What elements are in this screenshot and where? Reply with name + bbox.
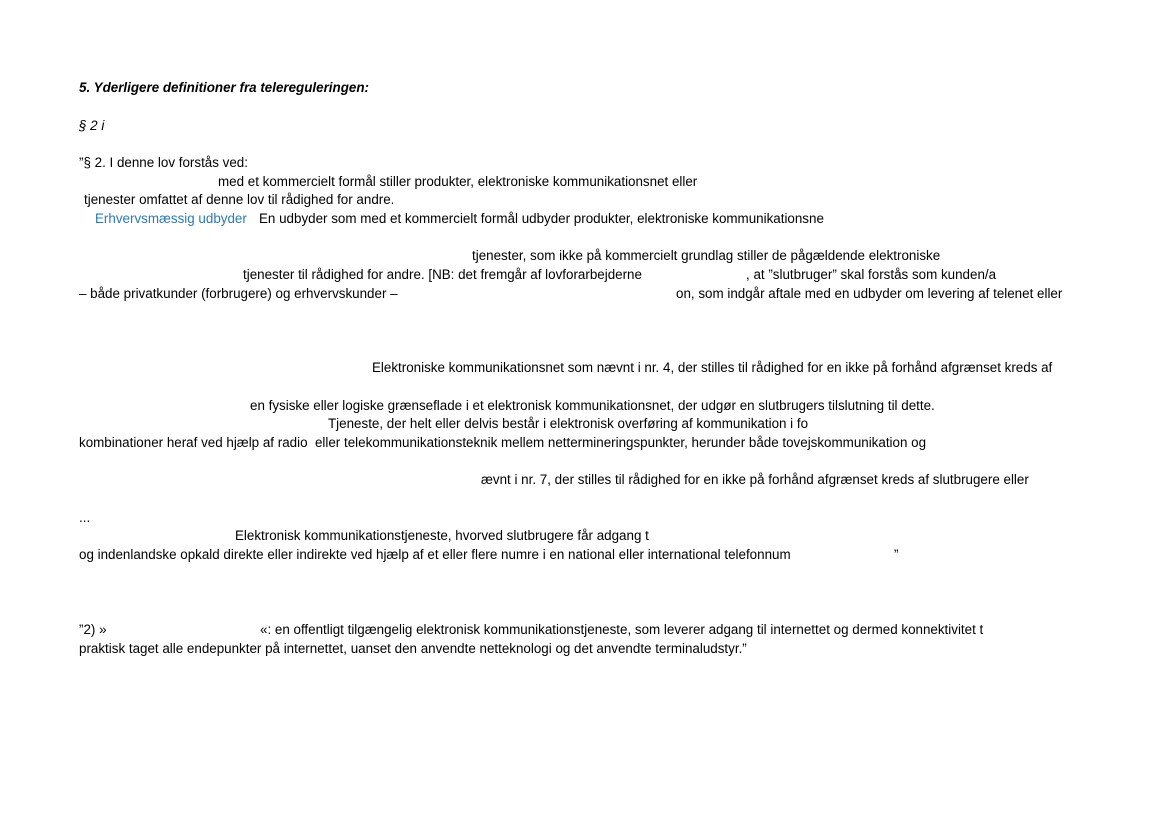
section-heading: 5. Yderligere definitioner fra telereguleringen:: [79, 80, 369, 95]
text-line: on, som indgår aftale med en udbyder om levering af telenet eller: [676, 286, 1063, 301]
text-line: Elektroniske kommunikationsnet som nævnt i nr. 4, der stilles til rådighed for en ikke på forhånd afgrænset kreds af: [372, 360, 1053, 375]
text-line: «: en offentligt tilgængelig elektronisk kommunikationstjeneste, som leverer adgang til internettet og dermed konnektivitet t: [260, 622, 984, 637]
text-line: En udbyder som med et kommercielt formål udbyder produkter, elektroniske kommunikationsne: [259, 211, 824, 226]
closing-quote: ”: [894, 547, 899, 562]
text-line: ”§ 2. I denne lov forstås ved:: [79, 155, 248, 170]
text-line: , at ”slutbruger” skal forstås som kunden/a: [746, 267, 997, 282]
text-line: ævnt i nr. 7, der stilles til rådighed for en ikke på forhånd afgrænset kreds af slutbrugere eller: [481, 472, 1029, 487]
text-line: tjenester omfattet af denne lov til rådighed for andre.: [84, 192, 395, 207]
text-line: – både privatkunder (forbrugere) og erhvervskunder –: [79, 286, 398, 301]
ellipsis: ...: [79, 510, 91, 525]
text-line: og indenlandske opkald direkte eller indirekte ved hjælp af et eller flere numre i en national eller international telefonnum: [79, 547, 791, 562]
defined-term: Erhvervsmæssig udbyder: [95, 211, 247, 226]
text-line: Tjeneste, der helt eller delvis består i elektronisk overføring af kommunikation i fo: [328, 416, 809, 431]
text-line: tjenester, som ikke på kommercielt grundlag stiller de pågældende elektroniske: [472, 248, 941, 263]
text-line: kombinationer heraf ved hjælp af radio eller telekommunikationsteknik mellem nettermineringspunkter, herunder både tovejskommunikation og: [79, 435, 927, 450]
text-line: en fysiske eller logiske grænseflade i et elektronisk kommunikationsnet, der udgør en slutbrugers tilslutning til dette.: [250, 398, 935, 413]
text-line: ”2) »: [79, 622, 107, 637]
text-line: praktisk taget alle endepunkter på internettet, uanset den anvendte netteknologi og det anvendte terminaludstyr.”: [79, 641, 747, 656]
section-reference: § 2 i: [79, 118, 105, 133]
text-line: med et kommercielt formål stiller produkter, elektroniske kommunikationsnet eller: [218, 174, 698, 189]
text-line: tjenester til rådighed for andre. [NB: det fremgår af lovforarbejderne: [243, 267, 642, 282]
text-line: Elektronisk kommunikationstjeneste, hvorved slutbrugere får adgang t: [235, 528, 649, 543]
